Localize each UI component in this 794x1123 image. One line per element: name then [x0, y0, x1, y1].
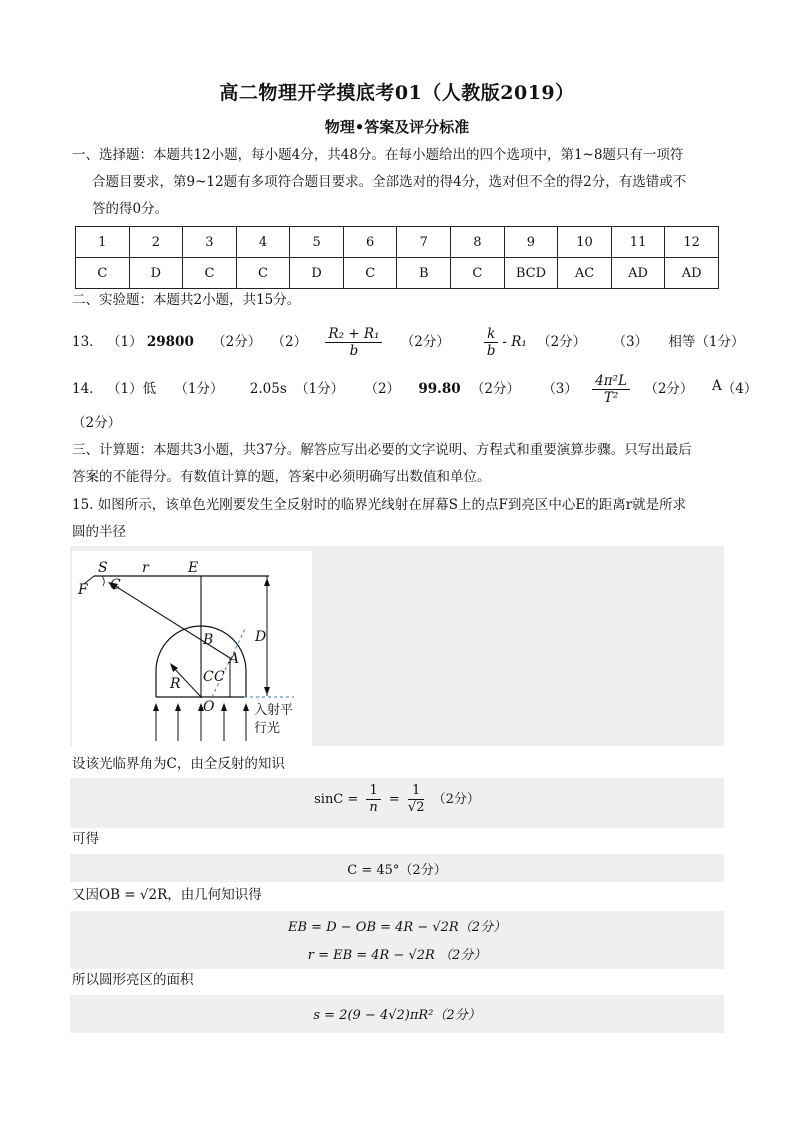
- q15-text1: 设该光临界角为C，由全反射的知识: [72, 756, 285, 772]
- table-cell: AD: [611, 258, 665, 289]
- eq1-fraction1: [366, 783, 380, 816]
- q14-part3: （3）: [542, 381, 578, 397]
- page-subtitle: 物理•答案及评分标准: [324, 118, 470, 136]
- section2-header: 二、实验题：本题共2小题，共15分。: [72, 292, 301, 308]
- q13-fraction2-numerator: k: [484, 326, 498, 343]
- q13-fraction1-denominator: b: [349, 343, 359, 359]
- section3-line2: 答案的不能得分。有数值计算的题，答案中必须明确写出数值和单位。: [72, 469, 491, 485]
- table-cell: 6: [343, 227, 397, 258]
- section3-instructions: [72, 437, 732, 491]
- table-cell: C: [451, 258, 505, 289]
- label-s: S: [98, 560, 108, 576]
- table-cell: 2: [129, 227, 183, 258]
- table-cell: BCD: [504, 258, 558, 289]
- q13-score2: （2分）: [400, 334, 450, 350]
- label-incident-light-2: 行光: [254, 721, 281, 736]
- section1-line1: 一、选择题：本题共12小题，每小题4分，共48分。在每小题给出的四个选项中，第1~8题只有一项符: [72, 147, 684, 163]
- table-cell: C: [343, 258, 397, 289]
- q14-fraction-denominator: T²: [603, 390, 619, 406]
- q14-score4: （2分）: [72, 415, 122, 431]
- section1-line2: 合题目要求，第9~12题有多项符合题目要求。全部选对的得4分，选对但不全的得2分，有选错或不: [92, 174, 687, 190]
- table-cell: C: [183, 258, 237, 289]
- page-title: 高二物理开学摸底考01（人教版2019）: [219, 82, 575, 104]
- section1-instructions: [72, 142, 732, 223]
- eq5: s = 2(9 − 4√2)πR²（2分）: [313, 1008, 481, 1023]
- label-c-top: C: [110, 577, 121, 593]
- table-cell: D: [290, 258, 344, 289]
- q14-part2: （2）: [364, 381, 401, 397]
- q15-intro: [72, 492, 732, 546]
- table-cell: B: [397, 258, 451, 289]
- table-cell: C: [76, 258, 130, 289]
- table-cell: 7: [397, 227, 451, 258]
- table-cell: 12: [665, 227, 719, 258]
- q15-intro-line2: 圆的半径: [72, 524, 126, 540]
- label-a: A: [229, 651, 240, 667]
- optics-diagram: [72, 551, 312, 746]
- q13-score1: （2分）: [212, 334, 262, 350]
- eq2: C = 45°（2分）: [347, 863, 447, 878]
- q13-part3: （3）: [612, 334, 649, 350]
- q13-fraction2: [484, 326, 498, 359]
- q14-value2: 99.80: [418, 381, 461, 397]
- q14-score1: （1分）: [174, 381, 224, 397]
- q15-text4: 所以圆形亮区的面积: [72, 972, 194, 988]
- table-cell: C: [236, 258, 290, 289]
- q14-answer: [72, 373, 758, 406]
- label-b: B: [203, 632, 214, 648]
- answer-table-number-row: [76, 227, 719, 258]
- q15-text2: 可得: [72, 831, 99, 847]
- label-e: E: [188, 560, 199, 576]
- label-incident-light-1: 入射平: [254, 703, 294, 718]
- q13-value1: 29800: [146, 334, 194, 350]
- table-cell: 1: [76, 227, 130, 258]
- q13-answer: [72, 326, 744, 359]
- q13-part1: （1）: [106, 334, 143, 350]
- q14-label: 14．: [72, 381, 103, 397]
- q14-score2: （2分）: [470, 381, 521, 397]
- label-o: O: [203, 699, 215, 715]
- eq1-fraction1-den: n: [369, 800, 378, 815]
- q14-value1b: 2.05s: [249, 381, 287, 397]
- label-radius: R: [170, 676, 181, 692]
- q13-part2: （2）: [271, 334, 308, 350]
- answer-table-value-row: [76, 258, 719, 289]
- q14-value4: A: [712, 378, 722, 394]
- eq1-equals: =: [388, 792, 400, 807]
- table-cell: 8: [451, 227, 505, 258]
- q15-intro-line1: 15. 如图所示，该单色光刚要发生全反射时的临界光线射在屏幕S上的点F到亮区中心E的距离r就是所求: [72, 497, 687, 513]
- q13-label: 13．: [72, 334, 103, 350]
- eq1: [70, 783, 724, 816]
- label-f: F: [78, 582, 88, 598]
- table-cell: 3: [183, 227, 237, 258]
- table-cell: D: [129, 258, 183, 289]
- eq1-fraction2-num: 1: [408, 783, 425, 800]
- q14-part1: （1）低: [106, 381, 157, 397]
- q13-value3: 相等（1分）: [668, 334, 745, 350]
- eq1-lhs: sinC =: [314, 792, 359, 807]
- answer-table: [75, 226, 719, 289]
- label-c-right: C: [214, 669, 225, 685]
- table-cell: AC: [558, 258, 612, 289]
- q13-fraction1: [325, 326, 382, 359]
- label-c-left: C: [203, 669, 214, 685]
- q13-fraction1-numerator: R₂ + R₁: [325, 326, 382, 343]
- eq1-fraction2-den: √2: [407, 800, 425, 815]
- q15-text3: 又因OB = √2R，由几何知识得: [72, 887, 262, 903]
- eq3: EB = D − OB = 4R − √2R（2分）: [288, 920, 506, 935]
- q14-fraction: [592, 373, 630, 406]
- eq1-score: （2分）: [432, 792, 480, 807]
- eq4: r = EB = 4R − √2R （2分）: [307, 948, 487, 963]
- section3-line1: 三、计算题：本题共3小题，共37分。解答应写出必要的文字说明、方程式和重要演算步骤。只写出最后: [72, 442, 692, 458]
- q14-score3: （2分）: [644, 381, 694, 397]
- table-cell: 9: [504, 227, 558, 258]
- section1-line3: 答的得0分。: [92, 201, 169, 217]
- q14-score1b: （1分）: [295, 381, 345, 397]
- q14-fraction-numerator: 4π²L: [592, 373, 630, 390]
- table-cell: AD: [665, 258, 719, 289]
- eq1-fraction1-num: 1: [366, 783, 380, 800]
- table-cell: 11: [611, 227, 665, 258]
- label-d: D: [255, 629, 267, 645]
- q14-part4: （4）: [721, 381, 758, 397]
- q13-score3: （2分）: [537, 334, 587, 350]
- label-r: r: [142, 560, 149, 576]
- table-cell: 10: [558, 227, 612, 258]
- table-cell: 4: [236, 227, 290, 258]
- eq1-fraction2: [408, 783, 425, 816]
- q13-fraction2-denominator: b: [486, 343, 496, 359]
- q13-fraction2-tail: - R₁: [502, 334, 527, 350]
- table-cell: 5: [290, 227, 344, 258]
